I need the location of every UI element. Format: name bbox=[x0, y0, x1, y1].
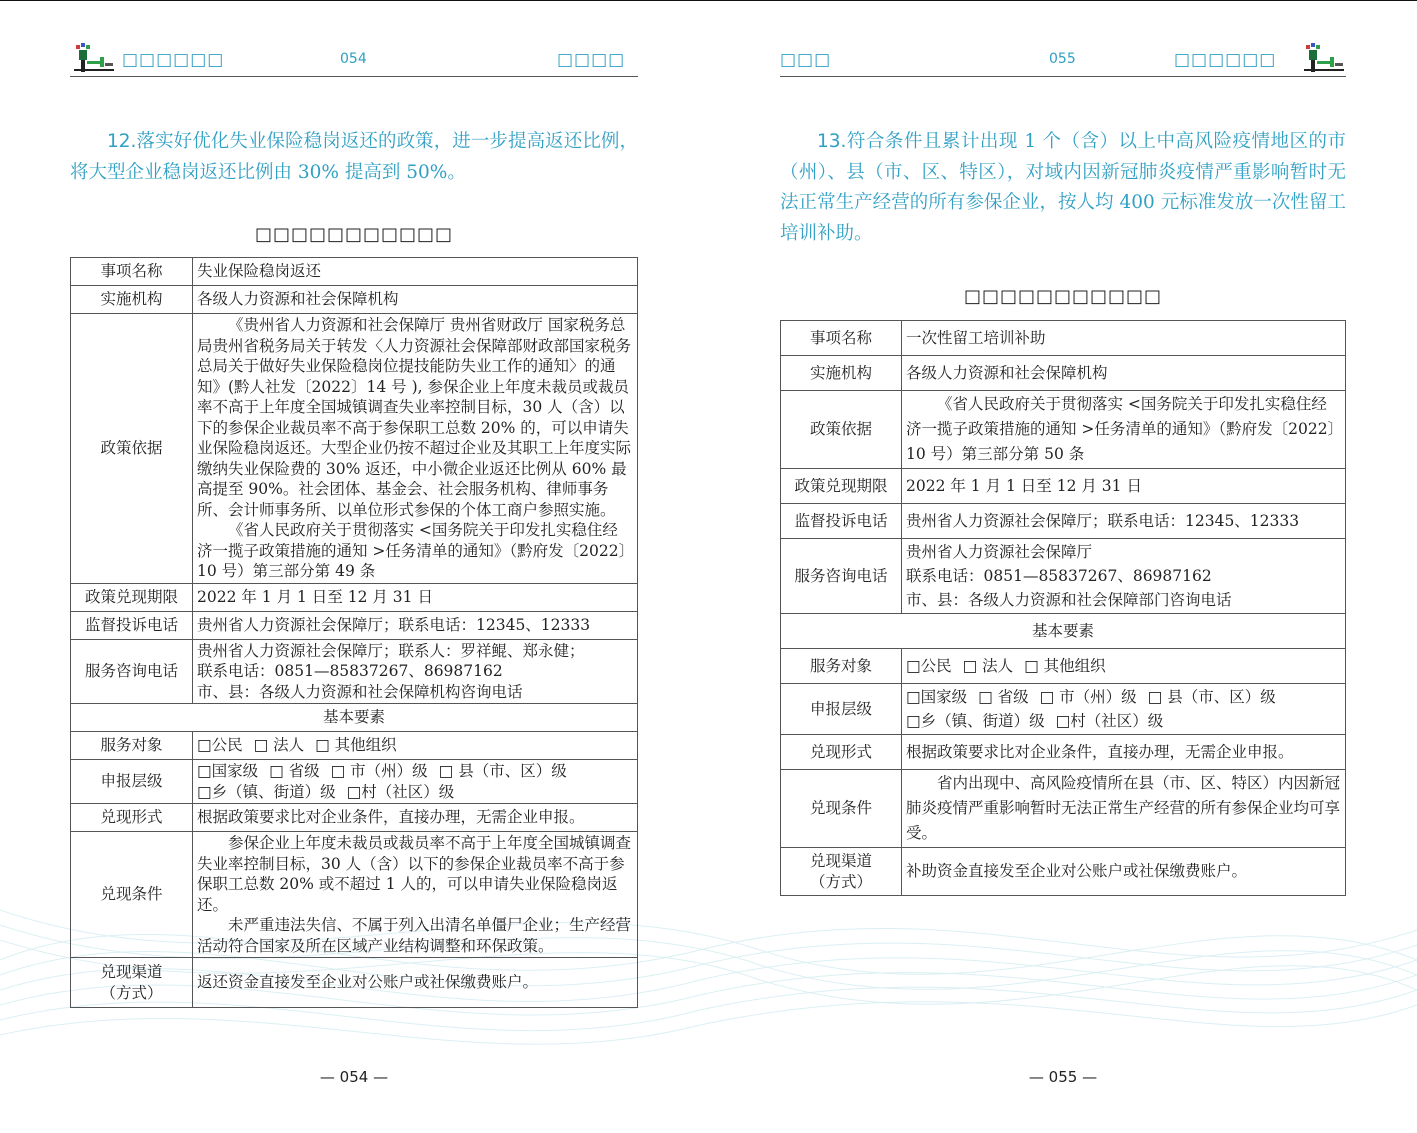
table-row bbox=[781, 539, 1346, 614]
row-value bbox=[902, 539, 1346, 614]
table-row bbox=[781, 735, 1346, 770]
checkbox-city: □ 市（州）级 bbox=[330, 762, 428, 780]
right-page bbox=[780, 0, 1346, 1133]
table-row bbox=[781, 848, 1346, 896]
table-title: □□□□□□□□□□□ bbox=[254, 224, 454, 245]
table-row bbox=[71, 286, 638, 314]
row-label: 监督投诉电话 bbox=[781, 504, 902, 539]
channel-label-line: （方式） bbox=[100, 983, 163, 1002]
row-label: 实施机构 bbox=[71, 286, 193, 314]
consult-line: 市、县：各级人力资源和社会保障机构咨询电话 bbox=[197, 682, 523, 701]
header-title: □□□□□□ bbox=[122, 50, 225, 70]
row-value bbox=[902, 391, 1346, 469]
checkbox-national: □国家级 bbox=[906, 688, 968, 706]
section-label: 基本要素 bbox=[781, 614, 1346, 649]
checkbox-village: □村（社区）级 bbox=[346, 782, 455, 801]
header-section: □□□□ bbox=[557, 50, 626, 70]
header-page-number: 054 bbox=[340, 51, 367, 67]
table-title: □□□□□□□□□□□ bbox=[963, 286, 1163, 307]
row-label: 服务咨询电话 bbox=[781, 539, 902, 614]
row-value: 补助资金直接发至企业对公账户或社保缴费账户。 bbox=[902, 848, 1346, 896]
basis-paragraph: 《贵州省人力资源和社会保障厅 贵州省财政厅 国家税务总局贵州省税务局关于转发〈人力资源社会保障部财政部国家税务总局关于做好失业保险稳岗位提技能防失业工作的通知〉的通知》(黔人社发〔2022〕14 号 ), 参保企业上年度未裁员或裁员率不高于上年度全国城镇调查失业率控制目标，30 人（含）以下的参保企业裁员率不高于参保职工总数 20% 的，可以申请失业保险稳岗返还。大型企业仍按不超过企业及其职工上年度实际缴纳失业保险费的 30% 返还，中小微企业返还比例从 60% 最高提至 90%。社会团体、基金会、社会服务机构、律师事务所、会计师事务所、以单位形式参保的个体工商户参照实施。 bbox=[197, 316, 632, 519]
row-label: 兑现形式 bbox=[71, 804, 193, 832]
table-row bbox=[71, 760, 638, 804]
channel-label-line: 兑现渠道 bbox=[809, 852, 872, 870]
row-value: 返还资金直接发至企业对公账户或社保缴费账户。 bbox=[193, 958, 638, 1008]
row-label: 申报层级 bbox=[71, 760, 193, 804]
row-label: 服务对象 bbox=[71, 732, 193, 760]
consult-line: 联系电话：0851—85837267、86987162 bbox=[906, 567, 1212, 585]
table-row bbox=[71, 832, 638, 958]
checkbox-village: □村（社区）级 bbox=[1055, 712, 1164, 730]
table-row bbox=[781, 356, 1346, 391]
consult-line: 贵州省人力资源社会保障厅 bbox=[906, 543, 1093, 561]
row-value bbox=[193, 760, 638, 804]
table-row bbox=[781, 391, 1346, 469]
row-label: 实施机构 bbox=[781, 356, 902, 391]
table-section-row bbox=[781, 614, 1346, 649]
table-row bbox=[71, 611, 638, 639]
header-section: □□□ bbox=[780, 50, 832, 70]
table-section-row bbox=[71, 704, 638, 732]
row-value: 贵州省人力资源社会保障厅；联系电话：12345、12333 bbox=[193, 611, 638, 639]
page-header bbox=[70, 38, 638, 77]
checkbox-city: □ 市（州）级 bbox=[1039, 688, 1137, 706]
table-row bbox=[71, 732, 638, 760]
logo-icon bbox=[1300, 41, 1346, 75]
intro-text: 符合条件且累计出现 1 个（含）以上中高风险疫情地区的市（州）、县（市、区、特区），对域内因新冠肺炎疫情严重影响暂时无法正常生产经营的所有参保企业，按人均 400 元标准发放一次性留工培训补助。 bbox=[780, 131, 1346, 244]
row-label: 政策兑现期限 bbox=[71, 583, 193, 611]
table-row bbox=[71, 804, 638, 832]
checkbox-other-org: □ 其他组织 bbox=[1024, 656, 1106, 675]
table-row bbox=[71, 639, 638, 704]
row-label: 事项名称 bbox=[71, 258, 193, 286]
table-row bbox=[71, 958, 638, 1008]
condition-paragraph: 未严重违法失信、不属于列入出清名单僵尸企业；生产经营活动符合国家及所在区域产业结构调整和环保政策。 bbox=[197, 916, 632, 955]
table-row bbox=[781, 469, 1346, 504]
row-label: 兑现条件 bbox=[781, 770, 902, 848]
row-value: 各级人力资源和社会保障机构 bbox=[902, 356, 1346, 391]
row-value: 2022 年 1 月 1 日至 12 月 31 日 bbox=[902, 469, 1346, 504]
row-label: 服务咨询电话 bbox=[71, 639, 193, 704]
basis-paragraph: 《省人民政府关于贯彻落实 <国务院关于印发扎实稳住经济一揽子政策措施的通知 >任务清单的通知》（黔府发〔2022〕10 号）第三部分第 49 条 bbox=[197, 521, 627, 580]
row-value bbox=[193, 639, 638, 704]
condition-paragraph: 参保企业上年度未裁员或裁员率不高于上年度全国城镇调查失业率控制目标，30 人（含）以下的参保企业裁员率不高于参保职工总数 20% 或不超过 1 人的，可以申请失业保险稳岗返还。 bbox=[197, 834, 632, 914]
table-row bbox=[781, 770, 1346, 848]
consult-line: 贵州省人力资源社会保障厅；联系人：罗祥鲲、郑永健； bbox=[197, 641, 585, 660]
row-label bbox=[71, 958, 193, 1008]
table-row bbox=[781, 504, 1346, 539]
policy-table bbox=[70, 257, 638, 1008]
row-value: 各级人力资源和社会保障机构 bbox=[193, 286, 638, 314]
row-value: 贵州省人力资源社会保障厅；联系电话：12345、12333 bbox=[902, 504, 1346, 539]
consult-line: 联系电话：0851—85837267、86987162 bbox=[197, 662, 503, 680]
page-footer: — 055 — bbox=[1028, 1068, 1098, 1086]
checkbox-provincial: □ 省级 bbox=[978, 688, 1029, 706]
row-value bbox=[902, 770, 1346, 848]
intro-number: 13. bbox=[817, 131, 847, 152]
page-footer: — 054 — bbox=[319, 1068, 389, 1086]
row-label: 申报层级 bbox=[781, 684, 902, 735]
row-value: 根据政策要求比对企业条件，直接办理，无需企业申报。 bbox=[902, 735, 1346, 770]
left-page bbox=[70, 0, 638, 1133]
checkbox-other-org: □ 其他组织 bbox=[315, 736, 397, 755]
checkbox-county: □ 县（市、区）级 bbox=[1147, 688, 1276, 706]
row-value bbox=[193, 732, 638, 760]
intro-paragraph bbox=[780, 127, 1346, 249]
row-label: 兑现条件 bbox=[71, 832, 193, 958]
row-value bbox=[193, 832, 638, 958]
table-row bbox=[71, 314, 638, 584]
row-label bbox=[781, 848, 902, 896]
checkbox-township: □乡（镇、街道）级 bbox=[906, 712, 1045, 730]
row-value bbox=[193, 314, 638, 584]
row-label: 监督投诉电话 bbox=[71, 611, 193, 639]
checkbox-provincial: □ 省级 bbox=[269, 762, 320, 780]
header-title: □□□□□□ bbox=[1174, 50, 1277, 70]
checkbox-township: □乡（镇、街道）级 bbox=[197, 782, 336, 801]
channel-label-line: 兑现渠道 bbox=[100, 963, 163, 981]
basis-paragraph: 《省人民政府关于贯彻落实 <国务院关于印发扎实稳住经济一揽子政策措施的通知 >任务清单的通知》（黔府发〔2022〕10 号）第三部分第 50 条 bbox=[906, 395, 1336, 463]
table-row bbox=[781, 649, 1346, 684]
policy-table bbox=[780, 320, 1346, 896]
row-label: 事项名称 bbox=[781, 321, 902, 356]
checkbox-county: □ 县（市、区）级 bbox=[438, 762, 567, 780]
checkbox-legal-person: □ 法人 bbox=[253, 736, 305, 755]
row-label: 兑现形式 bbox=[781, 735, 902, 770]
checkbox-national: □国家级 bbox=[197, 762, 259, 780]
row-value: 一次性留工培训补助 bbox=[902, 321, 1346, 356]
row-label: 政策依据 bbox=[781, 391, 902, 469]
row-value: 2022 年 1 月 1 日至 12 月 31 日 bbox=[193, 583, 638, 611]
row-label: 政策依据 bbox=[71, 314, 193, 584]
row-value: 根据政策要求比对企业条件，直接办理，无需企业申报。 bbox=[193, 804, 638, 832]
header-page-number: 055 bbox=[1049, 51, 1076, 67]
table-row bbox=[71, 583, 638, 611]
row-value bbox=[902, 684, 1346, 735]
table-row bbox=[781, 321, 1346, 356]
checkbox-citizen: □公民 bbox=[906, 656, 952, 675]
intro-number: 12. bbox=[107, 131, 137, 152]
table-row bbox=[781, 684, 1346, 735]
condition-paragraph: 省内出现中、高风险疫情所在县（市、区、特区）内因新冠肺炎疫情严重影响暂时无法正常生产经营的所有参保企业均可享受。 bbox=[906, 774, 1341, 842]
row-value bbox=[902, 649, 1346, 684]
page-header bbox=[780, 38, 1346, 77]
row-label: 政策兑现期限 bbox=[781, 469, 902, 504]
consult-line: 市、县：各级人力资源和社会保障部门咨询电话 bbox=[906, 591, 1232, 609]
logo-icon bbox=[70, 41, 116, 75]
checkbox-legal-person: □ 法人 bbox=[962, 656, 1014, 675]
row-value: 失业保险稳岗返还 bbox=[193, 258, 638, 286]
checkbox-citizen: □公民 bbox=[197, 736, 243, 755]
intro-paragraph bbox=[70, 127, 638, 188]
row-label: 服务对象 bbox=[781, 649, 902, 684]
table-row bbox=[71, 258, 638, 286]
intro-text: 落实好优化失业保险稳岗返还的政策，进一步提高返还比例，将大型企业稳岗返还比例由 30% 提高到 50%。 bbox=[70, 131, 638, 183]
channel-label-line: （方式） bbox=[809, 872, 872, 891]
section-label: 基本要素 bbox=[71, 704, 638, 732]
